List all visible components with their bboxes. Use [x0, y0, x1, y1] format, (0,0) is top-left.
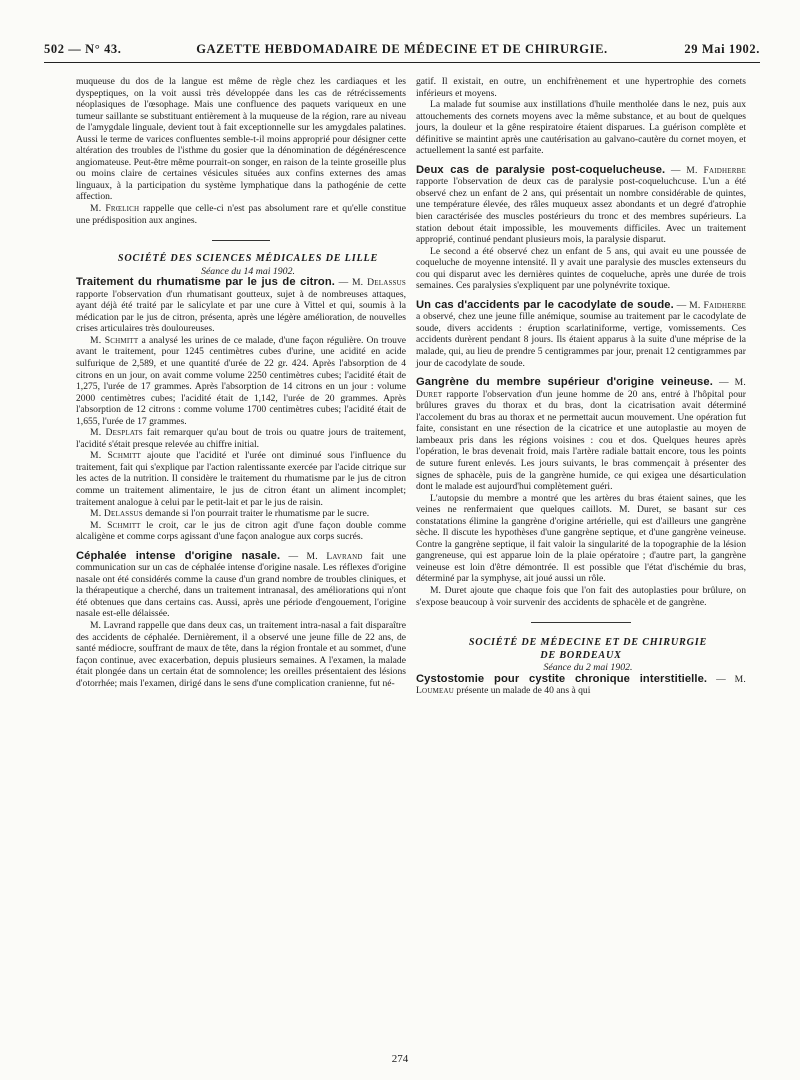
paragraph: M. Lavrand rappelle que dans deux cas, un traitement intra-nasal a fait disparaître des accidents de céphalée. Dernièrement, il a observé une jeune fille de 22 ans, de santé médiocre, souffrant de maux de tête, dans la région frontale et au sommet, d'une façon continue, avec exacerbation, depuis plusieurs semaines. A l'examen, la malade était plongée dans un certain état de somnolence; les oreilles présentaient des lésions d'otorrhée; mais l'examen, dirigé dans le sens d'une complication cranienne, fut né- [76, 620, 406, 689]
speaker-name: M. Duret [416, 377, 746, 400]
seance-date: Séance du 14 mai 1902. [201, 265, 295, 277]
paragraph: gatif. Il existait, en outre, un enchifrènement et une hypertrophie des cornets inférieurs et moyens. [416, 76, 746, 99]
paragraph: M. Schmitt a analysé les urines de ce malade, d'une façon régulière. On trouve avant le traitement, pour 1245 centimètres cubes d'urine, une acidité en acide sulfurique de 2,589, et une quantité d'urée de 22 gr. 424. Après l'absorption de 4 citrons en un jour, on avait comme volume 2250 centimètres cubes; l'acidité était de 1,275, l'urée de 17 grammes. Après l'absorption de 14 citrons en un jour : volume 2000 centimètres cubes; l'acidité était de 1,142, l'urée de 20 grammes. Après l'absorption de 12 citrons : comme volume 1700 centimètres cubes; l'acidité était de 1,655, l'urée de 17 grammes. [76, 334, 406, 427]
article: Deux cas de paralysie post-coquelucheuse. — M. Faidherbe rapporte l'observation de deux cas de paralysie post-coqueluchcuse. L'un a été observé chez un enfant de 2 ans, qui présentait un nombre considérable de quintes, une température élevée, des râles muqueux assez abondants et un degré d'atrophie bien caractérisée des muscles postérieurs du tronc et des membres supérieurs. La station debout était impossible, les mouvements difficiles. Avec un traitement approprié, continué pendant plusieurs mois, la paralysie disparut. [416, 163, 746, 246]
article-title: Traitement du rhumatisme par le jus de citron. [76, 276, 336, 289]
society-heading: SOCIÉTÉ DE MÉDECINE ET DE CHIRURGIE DE BORDEAUX [468, 637, 708, 661]
article: Un cas d'accidents par le cacodylate de soude. — M. Faidherbe a observé, chez une jeune fille anémique, soumise au traitement par le cacodylate de soude, divers accidents : éruption scarlatiniforme, vertige, vomissements. Ces accidents durèrent pendant 8 jours. Ils étaient apparus à la suite d'une méprise de la malade, qui, au lieu de prendre 5 centigrammes par jour, prenait 12 centigrammes par jour de cacodylate de soude. [416, 298, 747, 369]
article-title: Cystostomie pour cystite chronique interstitielle. [416, 672, 708, 685]
article-title: Deux cas de paralysie post-coquelucheuse. [416, 163, 666, 176]
article: Traitement du rhumatisme par le jus de citron. — M. Delassus rapporte l'observation d'un rhumatisant goutteux, sujet à de nombreuses attaques, ayant déjà été traité par le salicylate et par une cure à Vittel et qui, soumis à la médication par le jus de citron, présenta, après une légère amélioration, de nouvelles crises articulaires très douloureuses. [76, 276, 406, 335]
article: Cystostomie pour cystite chronique interstitielle. — M. Loumeau présente un malade de 40 ans à qui [416, 672, 746, 697]
running-header [44, 40, 760, 63]
speaker-name: M. Schmitt [90, 334, 139, 346]
article: Céphalée intense d'origine nasale. — M. Lavrand fait une communication sur un cas de céphalée intense d'origine nasale. Les réflexes d'origine nasale ont été considérés comme la cause d'un grand nombre de troubles cliniques, et la thérapeutique a cherché, dans un traitement intranasal, des améliorations qui n'ont été obtenues que dans certains cas. Aussi, après une période d'engouement, l'origine nasale est-elle délaissée. [76, 549, 406, 620]
speaker-name: M. Delassus [351, 277, 406, 289]
section-divider [531, 622, 631, 623]
folio-number: 274 [391, 1053, 409, 1065]
page-number-issue: 502 — N° 43. [44, 42, 122, 56]
speaker-name: M. Frœlich [90, 203, 140, 215]
paragraph: M. Delassus demande si l'on pourrait traiter le rhumatisme par le sucre. [90, 508, 370, 520]
speaker-name: M. Loumeau [416, 673, 746, 697]
issue-date: 29 Mai 1902. [684, 42, 760, 56]
paragraph: muqueuse du dos de la langue est même de règle chez les cardiaques et les dyspeptiques, on la voit aussi très développée dans les cas de rétrécissements néoplasiques de l'œsophage. Mais une confluence des paquets variqueux en une tumeur saillante se substituant entièrement à la muqueuse de la région, rare au niveau de l'amygdale linguale, devient tout à fait exceptionnelle sur les amygdales palatines. Aussi le terme de varices confluentes semble-t-il moins approprié pour désigner cette altération des troubles de l'isthme du gosier que la dénomination de dégénérescence angiomateuse. Peut-être même pourrait-on songer, en raison de la teinte groseille plus ou moins claire de certaines vésicules situées aux confins externes des amas linguaux, à la participation du système lymphatique dans la pathogénie de cette affection. [76, 76, 406, 203]
speaker-name: M. Faidherbe [689, 299, 747, 311]
section-divider [212, 240, 270, 241]
paragraph: L'autopsie du membre a montré que les artères du bras étaient saines, que les veines ne renfermaient que quelques caillots. M. Duret, se basant sur ces constatations élimine la gangrène d'origine artérielle, qui est d'ailleurs une gangrène sèche. Il discute les hypothèses d'une gangrène septique, et d'une gangrène veineuse. Contre la gangrène septique, il fait valoir la singularité de la topographie de la lésion gangreneuse, qui est apparue loin de la plaie opératoire ; d'autre part, la gangrène veineuse est loin d'être démontrée. Il est possible que l'état d'ischémie du bras, déterminé par la symphyse, ait joué aussi un rôle. [416, 492, 746, 585]
paragraph: M. Schmitt le croit, car le jus de citron agit d'une façon double comme alcaligène et comme corps agissant d'une façon analogue aux corps sucrés. [76, 519, 406, 543]
society-heading: SOCIÉTÉ DES SCIENCES MÉDICALES DE LILLE [117, 253, 379, 265]
speaker-name: M. Desplats [90, 427, 143, 439]
seance-date: Séance du 2 mai 1902. [543, 662, 633, 674]
speaker-name: M. Lavrand [306, 550, 363, 562]
journal-title: GAZETTE HEBDOMADAIRE DE MÉDECINE ET DE CHIRURGIE. [196, 42, 608, 56]
article-title: Céphalée intense d'origine nasale. [76, 549, 281, 562]
paragraph: M. Duret ajoute que chaque fois que l'on fait des autoplasties pour brûlure, on s'expose beaucoup à voir survenir des accidents de sphacèle et de gangrène. [416, 584, 746, 608]
paragraph: M. Schmitt ajoute que l'acidité et l'urée ont diminué sous l'influence du traitement, fait qui s'explique par l'action ralentissante exercée par l'acide citrique sur les actes de la nutrition. Il considère le traitement du rhumatisme par le jus de citron comme un traitement alimentaire, le jus de citron étant un aliment incomplet; traitement analogue à celui par le petit-lait et par le jus de raisin. [76, 450, 407, 508]
speaker-name: M. Faidherbe [686, 164, 746, 176]
paragraph: M. Frœlich rappelle que celle-ci n'est pas absolument rare et qu'elle constitue une prédisposition aux angines. [76, 203, 406, 226]
speaker-name: M. Schmitt [90, 450, 142, 462]
paragraph: Le second a été observé chez un enfant de 5 ans, qui avait eu une poussée de coqueluche de moyenne intensité. Il y avait une paralysie des muscles extenseurs du cou qui disparut avec les dernières quintes de coqueluche, après une durée de trois semaines. Ces paralysies s'expliquent par une polynévrite toxique. [416, 245, 746, 292]
speaker-name: M. Schmitt [90, 519, 141, 531]
article: Gangrène du membre supérieur d'origine veineuse. — M. Duret rapporte l'observation d'un jeune homme de 20 ans, entré à l'hôpital pour brûlures graves du thorax et du bras, dont la cicatrisation avait déterminé l'accolement du bras au thorax et ne permettait aucun mouvement. Une opération fut faite, consistant en une résection de la cicatrice et une autoplastie au moyen de lambeaux pris dans les régions voisines : cou et dos. Quelques heures après l'opération, le bras devenait froid, mais l'artère radiale battait encore, tous les points de suture furent enlevés. Les jours suivants, le bras commençait à présenter des signes de sphacèle, puis de la gangrène humide, ce qui exigea une désarticulation dont le malade est aujourd'hui complètement guéri. [416, 376, 746, 493]
speaker-name: M. Delassus [90, 508, 143, 520]
left-column [76, 76, 406, 689]
paragraph: M. Desplats fait remarquer qu'au bout de trois ou quatre jours de traitement, l'acidité s'était presque relevée au chiffre initial. [76, 427, 406, 450]
article-title: Gangrène du membre supérieur d'origine veineuse. [416, 376, 713, 389]
article-title: Un cas d'accidents par le cacodylate de soude. [416, 298, 674, 311]
paragraph: La malade fut soumise aux instillations d'huile mentholée dans le nez, puis aux attouchements des cornets moyens avec la même substance, et au bout de quelques jours, la douleur et la gêne respiratoire étaient disparues. La guérison complète et définitive se maintint après une cautérisation au galvano-cautère du cornet moyen, et actuellement la santé est parfaite. [416, 99, 746, 157]
right-column [416, 76, 746, 697]
